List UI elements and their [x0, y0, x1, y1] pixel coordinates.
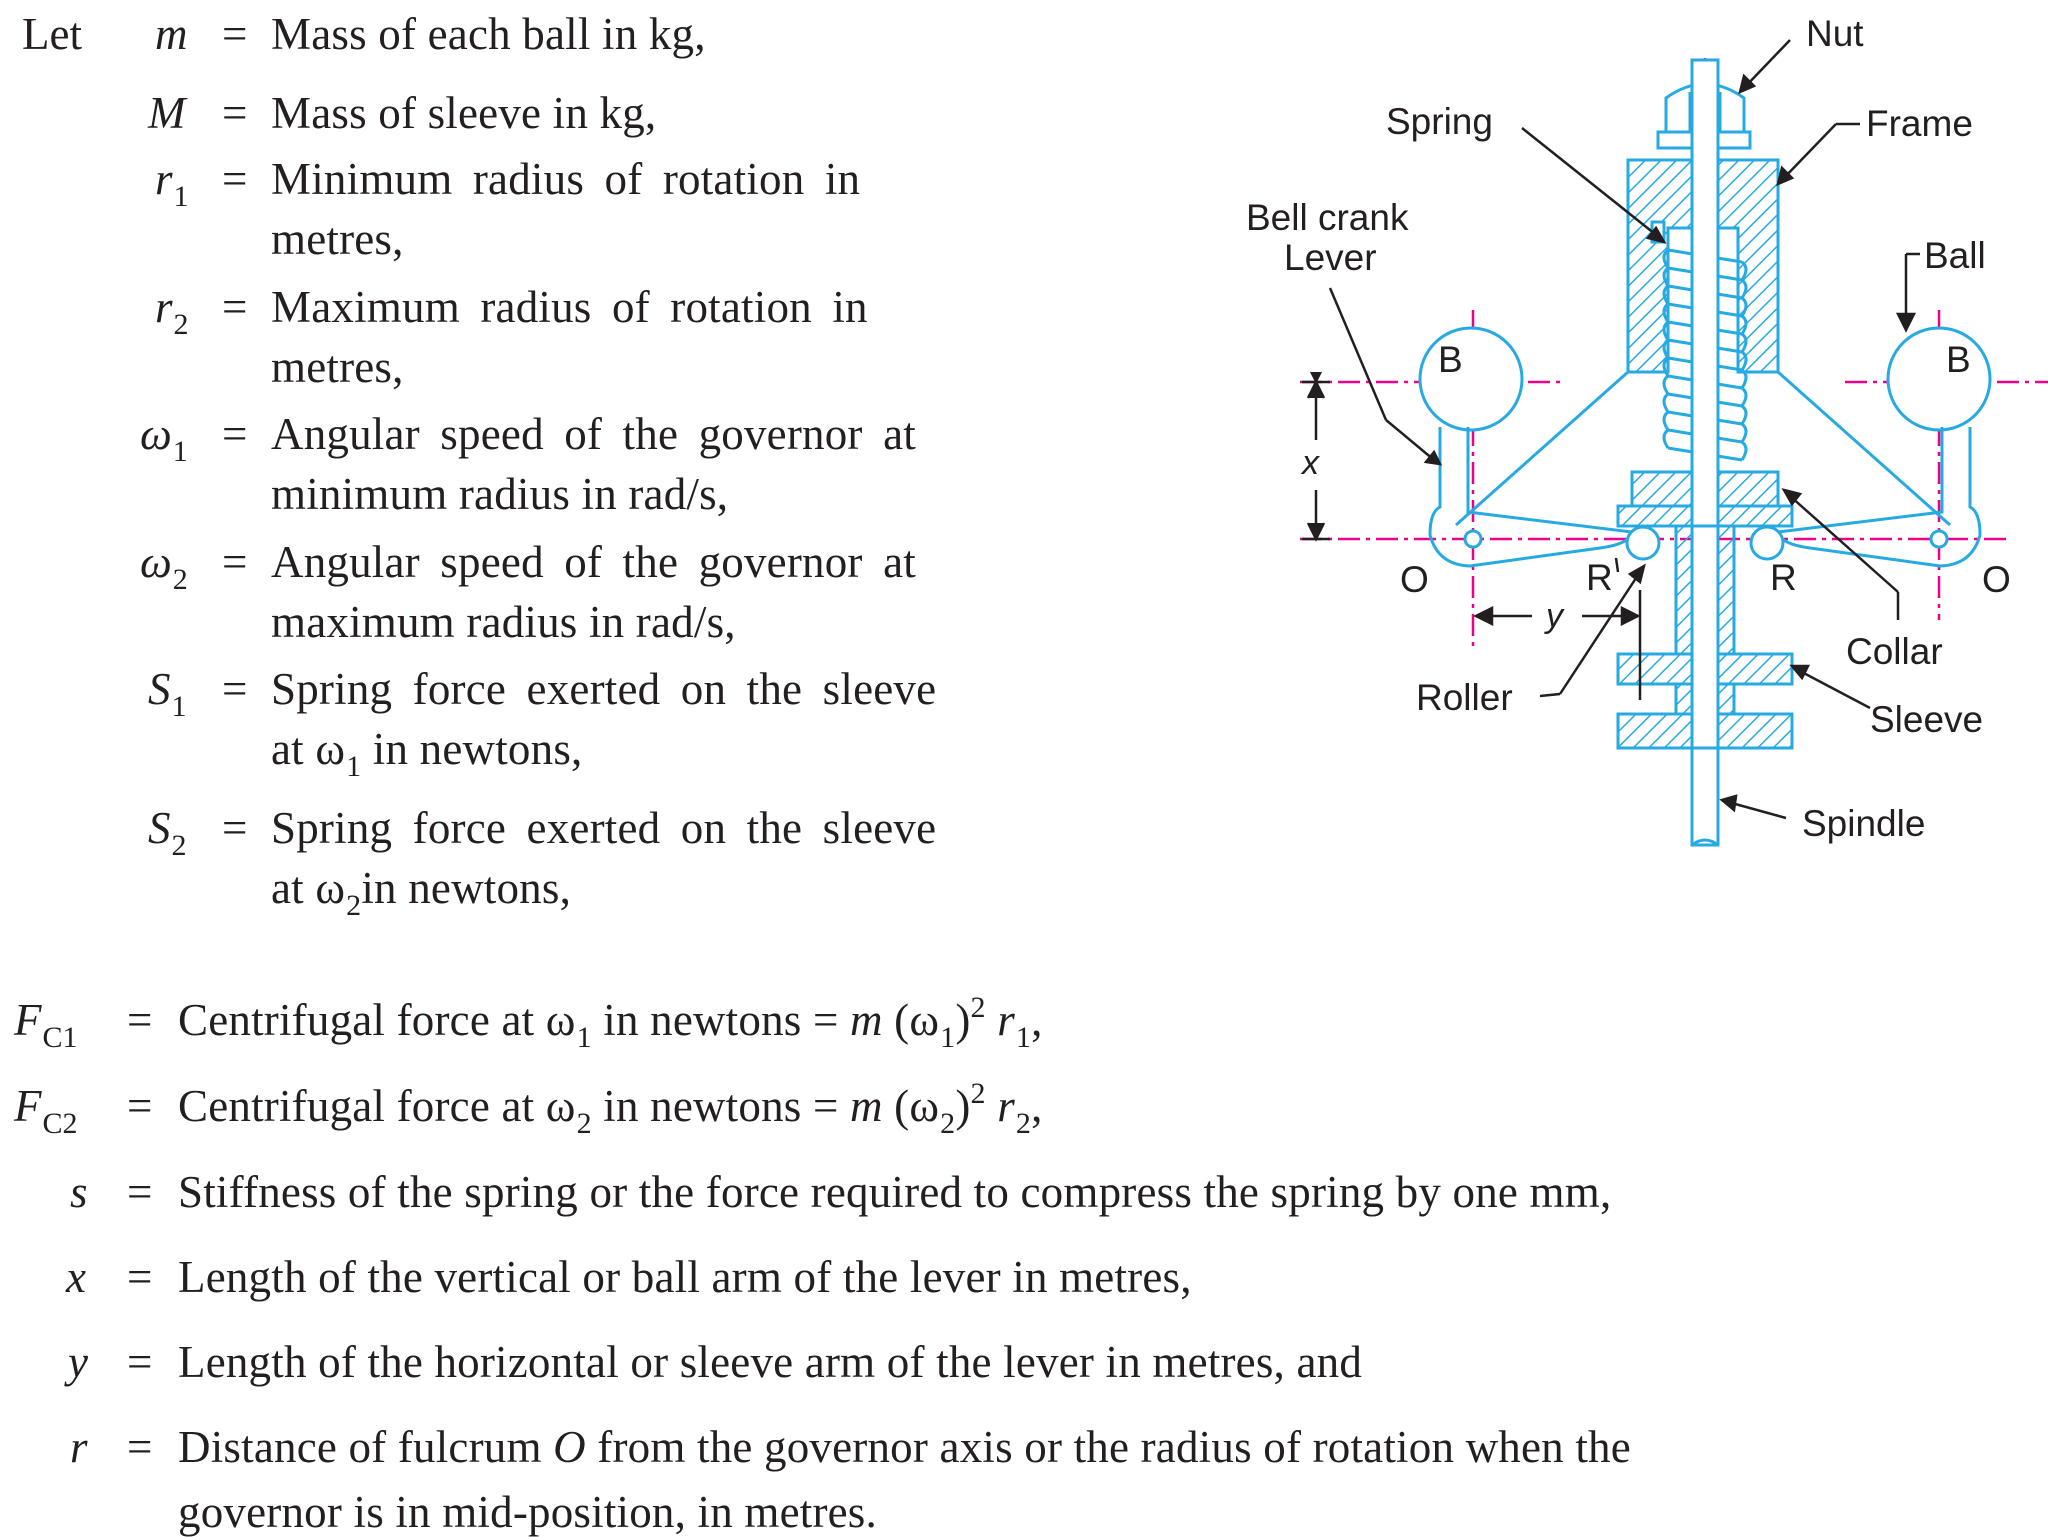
equals: =: [127, 1422, 153, 1472]
definition-text-cont: metres,: [271, 342, 404, 392]
equals: =: [127, 1081, 153, 1131]
equals: =: [222, 88, 248, 138]
equals: =: [127, 1167, 153, 1217]
symbol-m: m: [155, 9, 188, 59]
symbol-r: r: [70, 1422, 88, 1472]
symbol-y: y: [68, 1337, 88, 1387]
symbol-M: M: [148, 88, 186, 138]
definition-text: Mass of each ball in kg,: [271, 9, 706, 59]
label-frame: Frame: [1866, 103, 1973, 144]
ball-right: [1888, 328, 1990, 430]
definition-text-cont: maximum radius in rad/s,: [271, 597, 736, 647]
definition-text: Minimum radius of rotation in: [271, 154, 861, 204]
symbol-omega2: $\omega_2$: [140, 537, 188, 596]
definition-text: Stiffness of the spring or the force required to compress the spring by one mm,: [178, 1167, 1612, 1217]
definition-text: Angular speed of the governor at: [271, 537, 916, 587]
equals: =: [222, 409, 248, 459]
label-y: y: [1546, 597, 1563, 635]
label-collar: Collar: [1846, 631, 1943, 672]
definition-text: Spring force exerted on the sleeve: [271, 664, 937, 714]
symbol-r1: $r_1$: [155, 154, 189, 213]
label-ball: Ball: [1924, 235, 1986, 276]
equals: =: [222, 154, 248, 204]
definition-text-cont: governor is in mid-position, in metres.: [178, 1487, 877, 1537]
equals: =: [222, 664, 248, 714]
symbol-FC2: $F_{C2}$: [14, 1081, 78, 1140]
label-b-left: B: [1438, 339, 1463, 380]
definition-text: Spring force exerted on the sleeve: [271, 803, 937, 853]
equals: =: [222, 537, 248, 587]
definition-text: Centrifugal force at $\omega_2$ in newtons = m $(\omega_2)^2$ $r_2$,: [178, 1077, 1043, 1140]
label-sleeve: Sleeve: [1870, 699, 1984, 740]
symbol-r2: $r_2$: [155, 282, 189, 341]
definition-text: Angular speed of the governor at: [271, 409, 916, 459]
symbol-S2: $S_2$: [148, 803, 187, 862]
label-r-right: R: [1770, 557, 1797, 598]
symbol-S1: $S_1$: [148, 664, 187, 723]
symbol-FC1: $F_{C1}$: [14, 995, 78, 1054]
label-spindle: Spindle: [1802, 803, 1926, 844]
label-spring: Spring: [1386, 101, 1493, 142]
label-o-left: O: [1400, 559, 1429, 600]
equals: =: [127, 1252, 153, 1302]
equals: =: [127, 1337, 153, 1387]
label-b-right: B: [1946, 339, 1971, 380]
label-nut: Nut: [1806, 13, 1864, 54]
label-o-right: O: [1982, 559, 2011, 600]
definition-text-cont: at $\omega_1$ in newtons,: [271, 724, 583, 783]
label-x: x: [1302, 444, 1319, 482]
definition-text-cont: at $\omega_2in$ newtons,: [271, 863, 572, 922]
label-r-left: R: [1586, 557, 1613, 598]
equals: =: [127, 995, 153, 1045]
definition-text: Length of the vertical or ball arm of the lever in metres,: [178, 1252, 1192, 1302]
definition-text: Length of the horizontal or sleeve arm of the lever in metres, and: [178, 1337, 1363, 1387]
equals: =: [222, 9, 248, 59]
symbol-s: s: [70, 1167, 88, 1217]
intro-let: Let: [22, 9, 82, 59]
equals: =: [222, 803, 248, 853]
definition-text: Mass of sleeve in kg,: [271, 88, 657, 138]
label-roller: Roller: [1416, 677, 1513, 718]
symbol-omega1: $\omega_1$: [140, 409, 188, 468]
definition-text: Distance of fulcrum O from the governor axis or the radius of rotation when the: [178, 1422, 1631, 1472]
ball-left: [1420, 328, 1522, 430]
label-lever: Lever: [1284, 237, 1377, 278]
label-bell-crank: Bell crank: [1246, 197, 1409, 238]
definition-text: Maximum radius of rotation in: [271, 282, 868, 332]
equals: =: [222, 282, 248, 332]
definition-text-cont: metres,: [271, 214, 404, 264]
definition-text: Centrifugal force at $\omega_1$ in newtons = m $(\omega_1)^2$ $r_1$,: [178, 991, 1043, 1054]
symbol-x: x: [66, 1252, 86, 1302]
definition-text-cont: minimum radius in rad/s,: [271, 469, 729, 519]
